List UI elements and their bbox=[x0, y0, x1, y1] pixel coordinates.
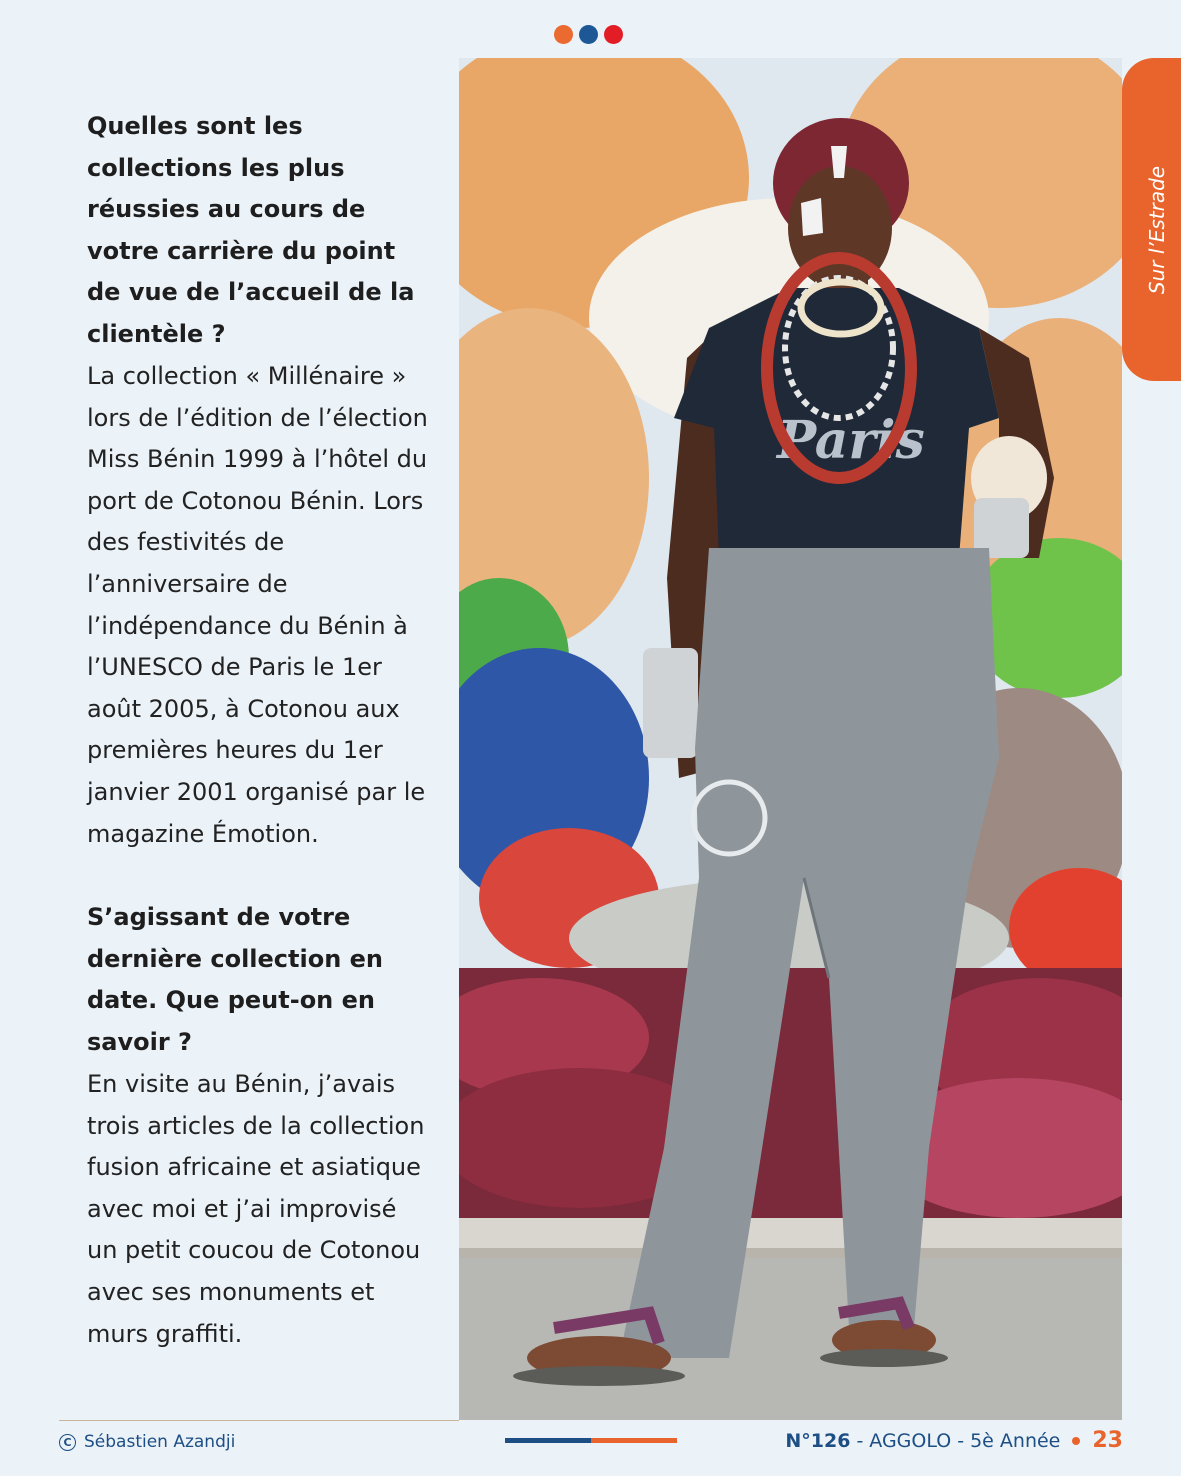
issue-year: 5è Année bbox=[970, 1429, 1061, 1452]
issue-sep-1: - bbox=[856, 1429, 864, 1452]
answer-1: La collection « Millénaire » lors de l’édition de l’élection Miss Bénin 1999 à l’hôtel du port de Cotonou Bénin. Lors des festivités de l’anniversaire de l’indépendance du Bénin à l’UNESCO de Paris le 1er août 2005, à Cotonou aux premières heures du 1er janvier 2001 organisé par le magazine Émotion. bbox=[87, 362, 428, 848]
blue-dot bbox=[579, 25, 598, 44]
footer-bar-orange bbox=[591, 1438, 677, 1443]
page-number: 23 bbox=[1092, 1428, 1123, 1453]
issue-sep-2: - bbox=[957, 1429, 965, 1452]
photo-credit bbox=[59, 1432, 235, 1452]
red-dot bbox=[604, 25, 623, 44]
question-1: Quelles sont les collections les plus réussies au cours de votre carrière du point de vue de l’accueil de la clientèle ? bbox=[87, 112, 415, 348]
credit-name: Sébastien Azandji bbox=[84, 1432, 236, 1452]
bullet-dot bbox=[1072, 1437, 1080, 1445]
magazine-name: AGGOLO bbox=[869, 1429, 952, 1452]
answer-2: En visite au Bénin, j’avais trois articles de la collection fusion africaine et asiatique avec moi et j’ai improvisé un petit coucou de Cotonou avec ses monuments et murs graffiti. bbox=[87, 1070, 425, 1348]
question-2: S’agissant de votre dernière collection en date. Que peut-on en savoir ? bbox=[87, 903, 384, 1056]
copyright-icon: C bbox=[59, 1434, 76, 1451]
issue-info bbox=[785, 1428, 1123, 1453]
issue-number: N°126 bbox=[785, 1429, 851, 1452]
header-dots bbox=[554, 25, 623, 44]
shirt-print: Paris bbox=[777, 410, 925, 471]
portrait-photo bbox=[459, 58, 1122, 1420]
section-tab-label: Sur l’Estrade bbox=[1145, 165, 1169, 295]
orange-dot bbox=[554, 25, 573, 44]
footer-bar-blue bbox=[505, 1438, 591, 1443]
footer-divider bbox=[59, 1420, 459, 1421]
